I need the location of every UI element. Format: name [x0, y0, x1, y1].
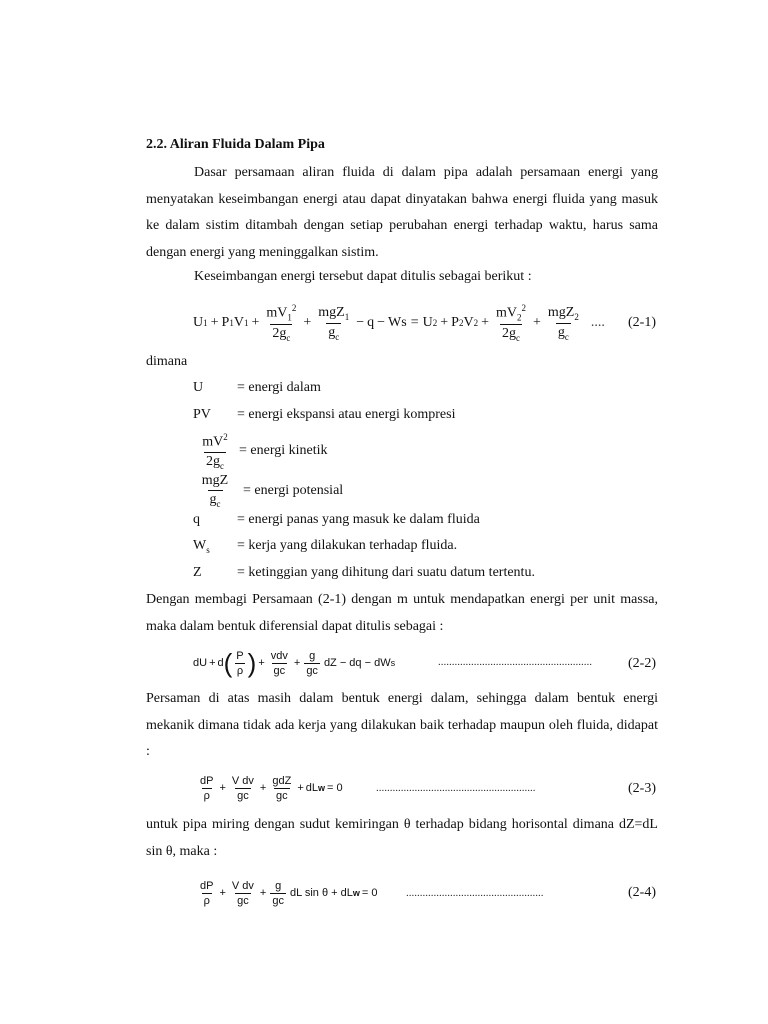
- paragraph-inclined: untuk pipa miring dengan sudut kemiringan θ terhadap bidang horisontal dimana dZ=dL sin θ, maka :: [146, 817, 658, 859]
- equation-2-4-dots: ..................................................: [406, 887, 544, 899]
- paragraph-balance: Keseimbangan energi tersebut dapat ditulis sebagai berikut :: [194, 269, 532, 284]
- definition-row: $W_s$ = kerja yang dilakukan terhadap fluida.: [193, 538, 458, 555]
- equation-number-2-1: (2-1): [628, 315, 656, 330]
- equation-2-2: dU + d ( $\frac{P}{\rho}$ ) + $\frac{\text{vdv}}{gc}$ + $\frac{g}{gc}$ dZ − dq − dW s: [193, 648, 396, 678]
- equation-number-2-3: (2-3): [628, 781, 656, 796]
- equation-number-2-4: (2-4): [628, 885, 656, 900]
- section-heading: 2.2. Aliran Fluida Dalam Pipa: [146, 137, 325, 152]
- equation-2-3: $\frac{dP}{\rho}$ + $\frac{\text{V dv}}{gc}$ + $\frac{\text{gdZ}}{gc}$ + dL w = 0: [200, 774, 343, 802]
- paragraph-intro-text: Dasar persamaan aliran fluida di dalam pipa adalah persamaan energi yang menyatakan keseimbangan energi atau dapat dinyatakan bahwa energi fluida yang masuk ke dalam sistim ditambah dengan setiap perubahan energi terhadap waktu, harus sama dengan energi yang meninggalkan sistim.: [146, 165, 658, 260]
- definition-row: $\frac{\text{mgZ}}{g_c}$ = energi potensial: [201, 473, 344, 509]
- definition-row: PV = energi ekspansi atau energi kompresi: [193, 407, 456, 422]
- paragraph-intro: [146, 160, 658, 266]
- paragraph-mechanical: Persaman di atas masih dalam bentuk energi dalam, sehingga dalam bentuk energi mekanik dimana tidak ada kerja yang dilakukan baik terhadap maupun oleh fluida, didapat :: [146, 691, 658, 759]
- dimana-label: dimana: [146, 354, 188, 369]
- definition-row: U = energi dalam: [193, 380, 321, 395]
- equation-2-4: $\frac{dP}{\rho}$ + $\frac{\text{V dv}}{gc}$ + $\frac{g}{gc}$ dL sin θ + dL w = 0: [200, 879, 378, 907]
- equation-2-2-dots: ........................................................: [438, 656, 592, 668]
- equation-number-2-2: (2-2): [628, 656, 656, 671]
- definition-row: q = energi panas yang masuk ke dalam fluida: [193, 512, 480, 527]
- paragraph-division: Dengan membagi Persamaan (2-1) dengan m untuk mendapatkan energi per unit massa, maka dalam bentuk diferensial dapat ditulis sebagai :: [146, 592, 658, 634]
- equation-2-1: U 1 + P 1 V 1 + $\frac{mV_1^2}{2g_c}$ + $\frac{mgZ_1}{g_c}$ − q − Ws = U 2 + P 2 V 2 + $\frac{mV_2^2}{2g_c}$ + $\frac{mgZ_2}{g_c}$ ....: [193, 303, 605, 343]
- equation-2-3-dots: ..........................................................: [376, 782, 536, 794]
- definition-row: $\frac{mV^2}{2g_c}$ = energi kinetik: [202, 432, 328, 471]
- definition-row: Z = ketinggian yang dihitung dari suatu datum tertentu.: [193, 565, 535, 580]
